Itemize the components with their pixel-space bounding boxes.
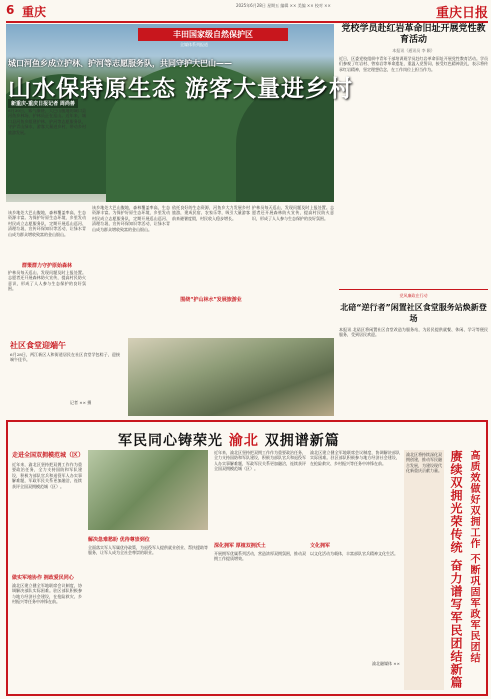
right-article-2-title: 北碚“逆行者”闲置社区食堂服务站焕新登场 [340,303,487,323]
column-notice: 党风廉政在行动 [399,293,428,298]
top-story-subhead-1: 群策群力守护原始森林 [21,263,72,269]
bottom-vertical-title-2: 高质效做好双拥工作 不断巩固军政军民团结 [468,450,479,664]
side-story-caption: 记者 ×× 摄 [70,400,92,405]
bottom-body-3b: 近年来，渝北区坚持把双拥工作作为重要政治任务，全力支持国防和军队建设，积极为部队官兵和退役军人办实事解难题，军政军民关系更加融洽，连续获评全国双拥模范城（区）。 [214,450,306,472]
side-story-photo [128,338,334,416]
bottom-headline [118,430,340,450]
right-article-2-body: 本报讯 北碚区将闲置社区食堂改造为服务站，为居民提供就餐、休闲、学习等便民服务，受到居民欢迎。 [339,327,488,338]
newspaper-logo: 重庆日报 [435,6,488,21]
right-column [339,24,488,387]
bottom-headline-left: 军民同心铸荣光 [118,433,223,449]
right-article-body: 近日，区委党校组织中青年干部培训班学员赴红岩革命旧址开展党性教育活动。学员们参观了红岩村、曾家岩等革命遗址，重温入党誓词，接受红色精神洗礼，表示将传承红岩精神，坚定理想信念，在工作岗位上担当作为。 [339,56,488,72]
top-story-body-4: 依托良好的生态资源，河鱼乡大力发展乡村旅游，建成民宿、农家乐等，吸引大量游客前来避暑度假，村民收入稳步增长。 [172,205,250,221]
bottom-sub-4: 文化拥军 [310,543,331,549]
top-story-body-3: 护林员每天巡山，发现问题及时上报处置。志愿者还开展森林防火宣传，提高村民防火意识，形成了人人参与生态保护的良好氛围。 [8,270,86,292]
side-story-title: 社区食堂迎端午 [10,341,66,350]
top-story-kicker: 城口河鱼乡成立护林、护河等志愿服务队，共同守护大巴山—— [8,58,232,68]
side-story-body: 6月28日，两江新区人和街道居民在社区食堂学包粽子，迎接端午佳节。 [10,352,120,363]
series-banner: 丰田国家级自然保护区 [138,28,288,41]
header-meta: 2025年6月28日 星期五 编辑 ×× 美编 ×× 校对 ×× [236,3,331,8]
series-banner-sub: 全媒体系列报道 [180,42,208,47]
bottom-body-2: 渝北区建立健全军地联席会议制度，协调解决部队实际困难。驻区部队积极参与地方经济社会建设，在抢险救灾、乡村振兴等任务中冲锋在前。 [12,583,82,605]
bottom-author: 渝北融媒体 ×× [372,661,400,666]
bottom-vertical-title-1: 赓续双拥光荣传统 奋力谱写军民团结新篇 [449,450,463,690]
bottom-col-2 [88,534,208,684]
bottom-body-3: 全面落实军人军属优待政策，为退役军人提供就业创业、帮扶援助等服务，让军人成为全社会尊崇的职业。 [88,545,208,556]
bottom-sidebar-body: 渝北区将持续深化双拥创建，推动军民融合发展，为建设现代化新重庆贡献力量。 [406,452,442,474]
bottom-col-4 [310,450,400,690]
column-divider [339,289,488,290]
page-number: 6 [6,3,15,17]
top-story-body-2: 该乡地处大巴山腹地，森林覆盖率高，生态资源丰富。为保护好原生态环境，乡里发动村民成立志愿服务队，定期开展巡山巡河、清理垃圾、宣传环保知识等活动，让绿水青山成为群众增收致富的金山银山。 [8,210,86,237]
top-story-headline: 山水保持原生态 游客大量进乡村 [8,76,354,102]
bottom-sub-3: 深化拥军 厚植双拥沃土 [214,543,266,549]
bottom-body-5: 以文化活动为载体，丰富部队官兵精神文化生活。 [310,551,398,556]
bottom-headline-right: 双拥谱新篇 [264,433,340,449]
bottom-headline-red: 渝北 [228,433,259,449]
bottom-body-4b: 渝北区建立健全军地联席会议制度，协调解决部队实际困难。驻区部队积极参与地方经济社会建设，在抢险救灾、乡村振兴等任务中冲锋在前。 [310,450,400,466]
bottom-feature [6,420,488,696]
page-name: 重庆 [22,5,47,19]
bottom-col-3 [214,450,306,690]
top-story-subhead-2: 围绕“护山林水”发展旅游业 [180,297,242,303]
bottom-body-4: 开展拥军优属系列活动，营造浓厚双拥氛围，推动双拥工作提质增效。 [214,551,306,562]
bottom-sub-2: 解决急难愁盼 优待尊崇到位 [88,537,150,543]
right-article-title: 党校学员赴红岩革命旧址开展党性教育活动 [341,24,486,45]
bottom-photo [88,450,208,530]
top-story-byline: 新重庆-重庆日报记者 周尚善 [8,99,78,108]
right-article-byline: 本报讯（通讯员 李 颖） [392,48,435,53]
top-story-body-2b: 该乡地处大巴山腹地，森林覆盖率高，生态资源丰富。为保护好原生态环境，乡里发动村民成立志愿服务队，定期开展巡山巡河、清理垃圾、宣传环保知识等活动，让绿水青山成为群众增收致富的金山银山。 [92,205,170,232]
bottom-sub-1: 做实军地协作 拥政爱民同心 [12,575,74,581]
bottom-body-1: 近年来，渝北区坚持把双拥工作作为重要政治任务，全力支持国防和军队建设，积极为部队官兵和退役军人办实事解难题，军政军民关系更加融洽，连续获评全国双拥模范城（区）。 [12,462,82,489]
bottom-label-1: 走进全国双拥模范城（区） [12,452,85,459]
top-story-body-1: 6月30日，雾气缭绕，大巴山腹地的城口县河鱼乡林场，护林员正在巡山。近年来，城口县河鱼乡组建护林、护河等志愿服务队，守护青山绿水，游客大量进乡村，带动乡村旅游发展。 [8,108,86,135]
bottom-col-1 [12,450,85,690]
page-header [6,3,488,23]
bottom-sidebar [404,450,444,690]
top-story-body-4b: 护林员每天巡山，发现问题及时上报处置。志愿者还开展森林防火宣传，提高村民防火意识，形成了人人参与生态保护的良好氛围。 [252,205,334,221]
